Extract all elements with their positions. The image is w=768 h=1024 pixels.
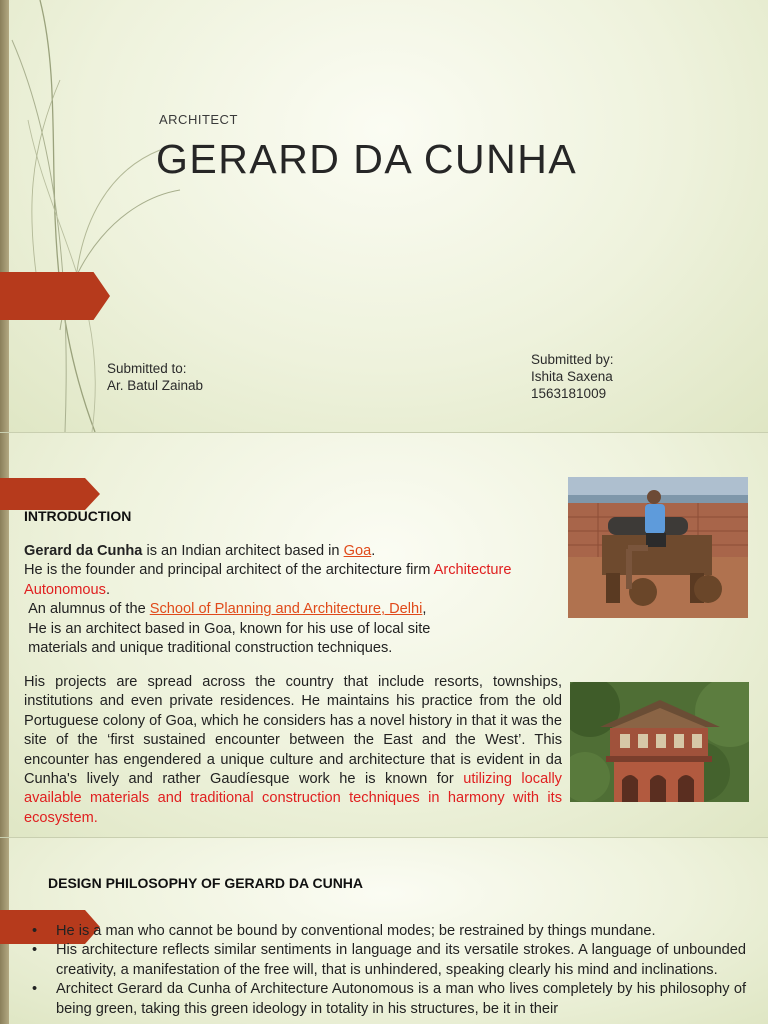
intro-paragraph xyxy=(24,542,564,658)
known-for-line1: He is an architect based in Goa, known for his use of local site xyxy=(28,620,431,637)
submitted-by-name: Ishita Saxena xyxy=(531,369,613,384)
submitted-by-block xyxy=(531,351,614,402)
list-item: • His architecture reflects similar sentiments in language and its versatile strokes. A language of unbounded creativity, a manifestation of the free will, that is unhindered, speaking clearly his mind and inclinations. xyxy=(32,941,746,980)
introduction-slide xyxy=(0,433,768,837)
introduction-heading: INTRODUCTION xyxy=(24,508,132,524)
submitted-by-label: Submitted by: xyxy=(531,352,614,367)
title-slide xyxy=(0,0,768,432)
house-photo xyxy=(570,682,749,802)
intro-text: is an Indian architect based in xyxy=(142,543,344,559)
submitted-to-name: Ar. Batul Zainab xyxy=(107,378,204,393)
submitted-by-id: 1563181009 xyxy=(531,386,607,401)
intro-punct: . xyxy=(371,543,376,559)
architect-photo xyxy=(568,477,748,618)
accent-arrow xyxy=(0,478,100,510)
philosophy-list xyxy=(32,922,746,1019)
architect-name: Gerard da Cunha xyxy=(24,543,143,559)
alumnus-text: An alumnus of the xyxy=(28,601,150,618)
alumnus-punct: , xyxy=(422,601,427,618)
founder-text: He is the founder and principal architect of the architecture firm xyxy=(24,562,434,579)
projects-highlight: utilizing locally available materials and traditional construction techniques in harmony with its ecosystem. xyxy=(24,771,562,826)
accent-arrow xyxy=(0,272,110,320)
goa-link[interactable]: Goa xyxy=(343,543,372,559)
submitted-to-label: Submitted to: xyxy=(107,361,187,376)
list-item: • Architect Gerard da Cunha of Architecture Autonomous is a man who lives completely by his philosophy of being green, taking this green ideology in totality in his structures, be it in their xyxy=(32,980,746,1019)
projects-text: His projects are spread across the country that include resorts, townships, institutions and even private residences. He maintains his practice from the old Portuguese colony of Goa, which he considers has a novel history in that it was the site of the ‘first sustained encounter between the East and the West’. This encounter has engendered a unique culture and architecture that is evident in da Cunha's lively and rather Gaudíesque work he is known for xyxy=(24,674,562,788)
page-title: GERARD DA CUNHA xyxy=(156,136,578,182)
design-philosophy-heading: DESIGN PHILOSOPHY OF GERARD DA CUNHA xyxy=(48,875,364,891)
spa-delhi-link[interactable]: School of Planning and Architecture, Delhi xyxy=(149,601,423,618)
list-item: • He is a man who cannot be bound by conventional modes; be restrained by things mundane. xyxy=(32,922,746,941)
architecture-autonomous-link[interactable]: Architecture Autonomous xyxy=(24,562,512,598)
founder-punct: . xyxy=(105,581,111,598)
known-for-line2: materials and unique traditional construction techniques. xyxy=(28,640,393,657)
slide-kicker: ARCHITECT xyxy=(159,112,238,127)
projects-paragraph xyxy=(24,673,562,828)
submitted-to-block xyxy=(107,360,203,394)
design-philosophy-slide xyxy=(0,838,768,1024)
